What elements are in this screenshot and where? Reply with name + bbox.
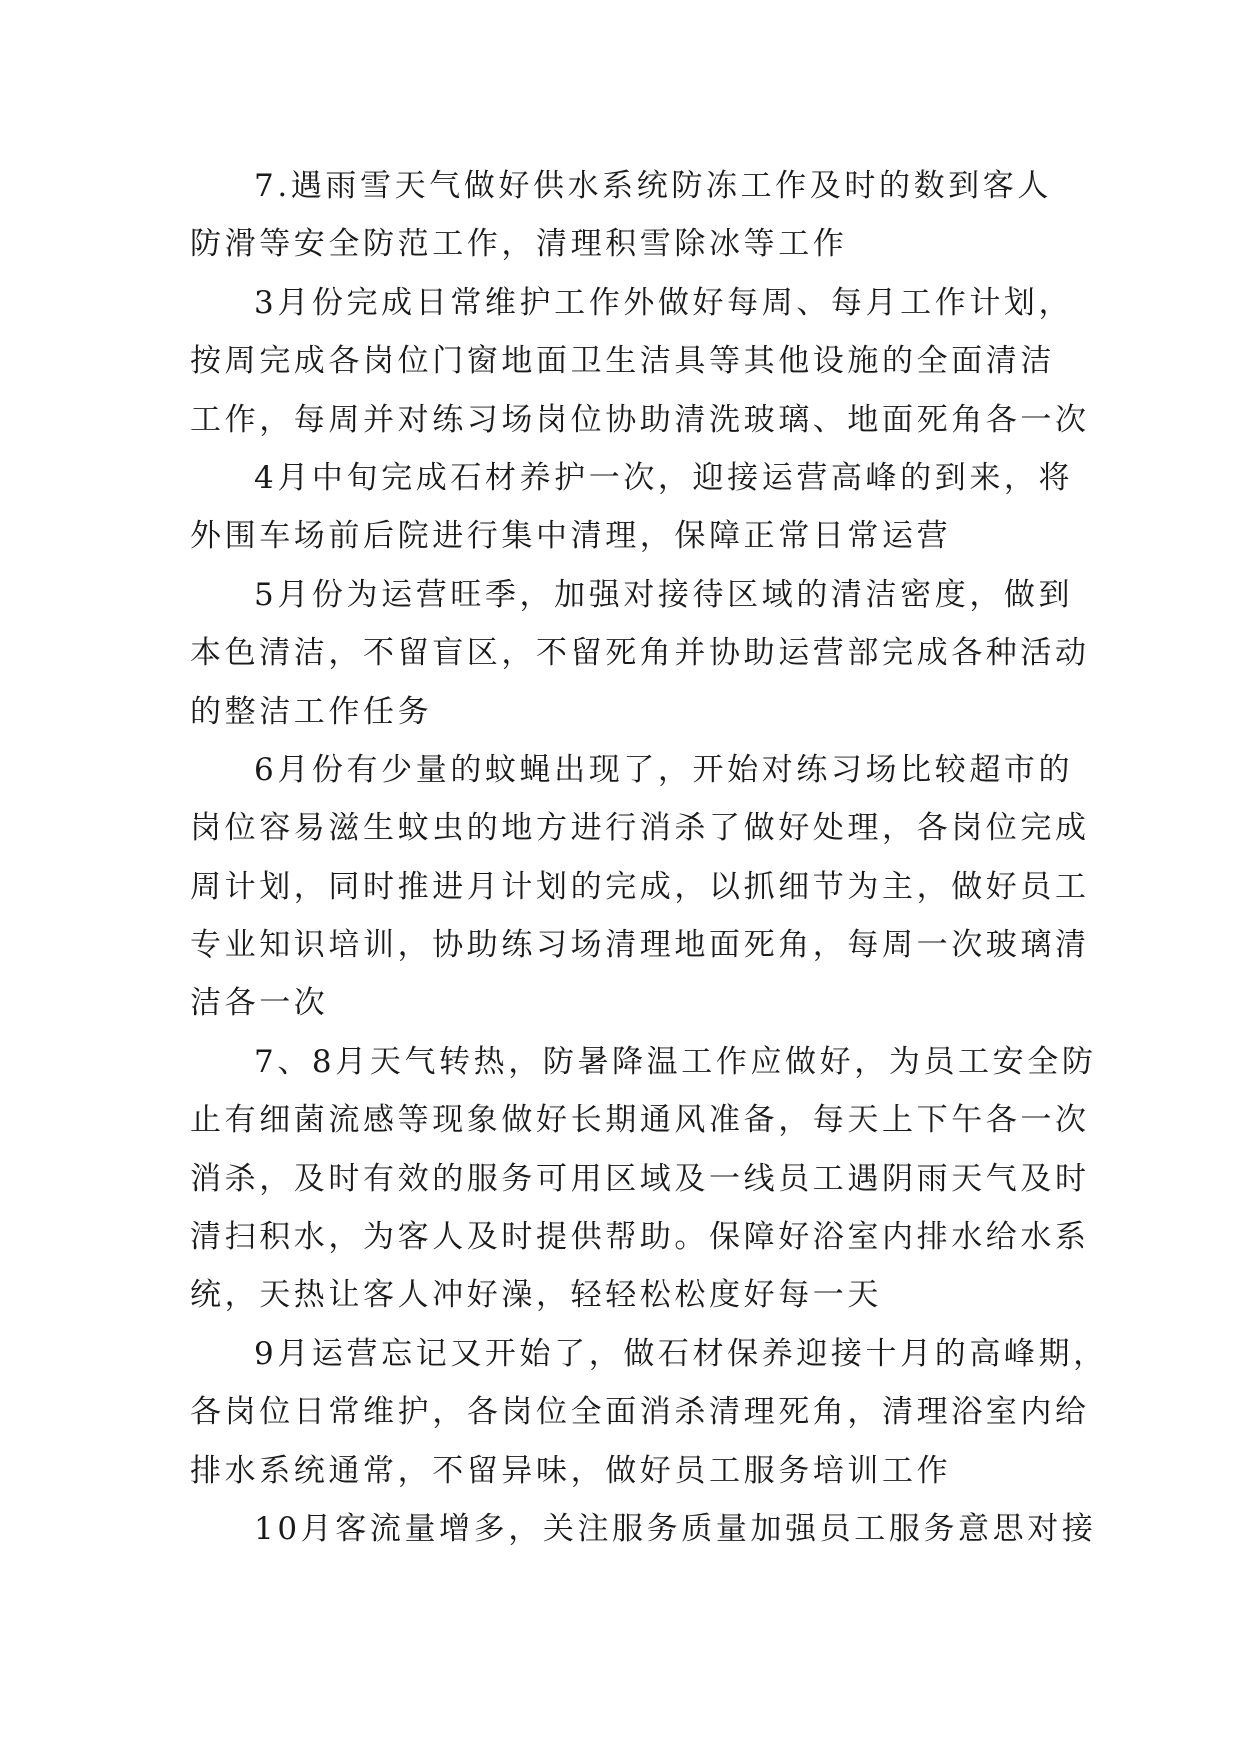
paragraph-line: 各岗位日常维护，各岗位全面消杀清理死角，清理浴室内给 — [190, 1394, 1090, 1431]
paragraph-line: 岗位容易滋生蚊虫的地方进行消杀了做好处理，各岗位完成 — [190, 810, 1090, 847]
paragraph-first-line: 9月运营忘记又开始了，做石材保养迎接十月的高峰期， — [254, 1335, 1108, 1372]
paragraph-first-line: 5月份为运营旺季，加强对接待区域的清洁密度，做到 — [254, 576, 1074, 613]
paragraph-first-line: 7.遇雨雪天气做好供水系统防冻工作及时的数到客人 — [254, 168, 1052, 204]
paragraph-line: 按周完成各岗位门窗地面卫生洁具等其他设施的全面清洁 — [190, 343, 1055, 380]
paragraph-line: 统，天热让客人冲好澡，轻轻松松度好每一天 — [190, 1277, 882, 1314]
paragraph-line: 清扫积水，为客人及时提供帮助。保障好浴室内排水给水系 — [190, 1219, 1090, 1256]
paragraph-line: 周计划，同时推进月计划的完成，以抓细节为主，做好员工 — [190, 868, 1090, 905]
document-body — [190, 157, 1108, 1558]
paragraph-first-line: 3月份完成日常维护工作外做好每周、每月工作计划， — [254, 284, 1074, 321]
paragraph-line: 外围车场前后院进行集中清理，保障正常日常运营 — [190, 518, 952, 555]
paragraph-line: 专业知识培训，协助练习场清理地面死角，每周一次玻璃清 — [190, 927, 1090, 964]
paragraph-line: 工作，每周并对练习场岗位协助清洗玻璃、地面死角各一次 — [190, 401, 1090, 438]
paragraph-first-line: 4月中旬完成石材养护一次，迎接运营高峰的到来，将 — [254, 459, 1074, 496]
paragraph-first-line: 10月客流量增多，关注服务质量加强员工服务意思对接 — [254, 1510, 1097, 1547]
paragraph-line: 防滑等安全防范工作，清理积雪除冰等工作 — [190, 226, 848, 263]
paragraph-first-line: 6月份有少量的蚊蝇出现了，开始对练习场比较超市的 — [254, 751, 1074, 788]
paragraph-line: 排水系统通常，不留异味，做好员工服务培训工作 — [190, 1452, 952, 1489]
paragraph-line: 本色清洁，不留盲区，不留死角并协助运营部完成各种活动 — [190, 635, 1090, 672]
paragraph-line: 的整洁工作任务 — [190, 693, 433, 730]
paragraph-first-line: 7、8月天气转热，防暑降温工作应做好，为员工安全防 — [254, 1043, 1097, 1080]
paragraph-line: 止有细菌流感等现象做好长期通风准备，每天上下午各一次 — [190, 1102, 1090, 1139]
paragraph-line: 洁各一次 — [190, 985, 329, 1022]
paragraph-line: 消杀，及时有效的服务可用区域及一线员工遇阴雨天气及时 — [190, 1160, 1090, 1197]
